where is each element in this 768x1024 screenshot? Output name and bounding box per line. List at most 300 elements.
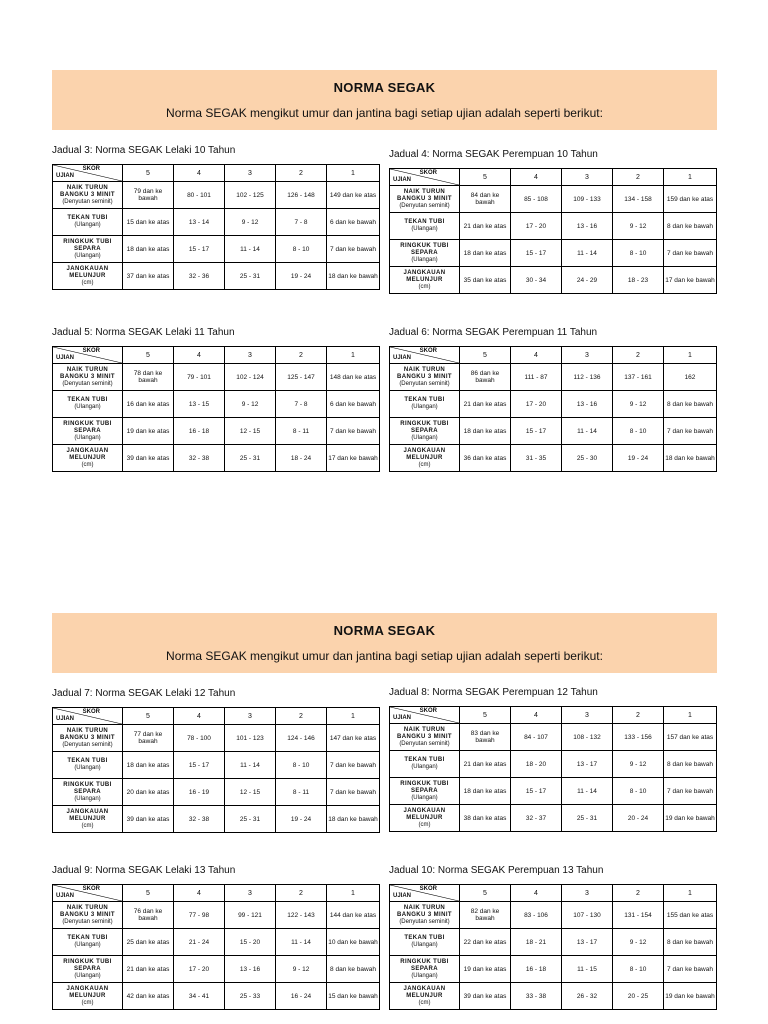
norm-cell: 7 dan ke bawah [664,418,717,445]
score-header: 2 [276,885,327,902]
score-header: 3 [225,708,276,725]
norm-cell: 133 - 156 [613,724,664,751]
norm-cell: 99 - 121 [225,902,276,929]
norm-cell: 19 dan ke bawah [664,983,717,1010]
norm-cell: 131 - 154 [613,902,664,929]
norm-cell: 13 - 16 [225,956,276,983]
test-name-cell [390,418,460,445]
score-header: 1 [664,347,717,364]
test-name-cell [390,213,460,240]
norm-cell: 24 - 29 [562,267,613,294]
score-header: 5 [123,347,174,364]
table-row [53,209,380,236]
score-header: 4 [174,885,225,902]
test-name-cell [390,445,460,472]
score-header: 4 [174,708,225,725]
norm-cell: 76 dan ke bawah [123,902,174,929]
skor-ujian-header [53,165,123,182]
norm-cell: 35 dan ke atas [460,267,511,294]
norm-cell: 8 dan ke bawah [664,751,717,778]
norm-cell: 18 dan ke bawah [327,263,380,290]
skor-label: SKOR [419,886,437,892]
norm-cell: 101 - 123 [225,725,276,752]
norm-cell: 17 - 20 [174,956,225,983]
norm-cell: 144 dan ke atas [327,902,380,929]
norma-table [389,168,717,294]
norm-cell: 26 - 32 [562,983,613,1010]
norm-cell: 16 - 18 [511,956,562,983]
score-header: 4 [511,347,562,364]
table-row [390,445,717,472]
norm-cell: 11 - 15 [562,956,613,983]
table-row [53,806,380,833]
norm-cell: 7 dan ke bawah [664,778,717,805]
header-row [390,347,717,364]
test-name-cell [53,725,123,752]
score-header: 5 [460,707,511,724]
test-unit: (Denyutan seminit) [62,380,113,387]
score-header: 1 [664,885,717,902]
norm-cell: 8 dan ke bawah [664,391,717,418]
norm-cell: 12 - 15 [225,418,276,445]
norm-cell: 8 - 11 [276,779,327,806]
test-unit: (Denyutan seminit) [62,918,113,925]
norm-cell: 108 - 132 [562,724,613,751]
norm-cell: 102 - 124 [225,364,276,391]
ujian-label: UJIAN [393,715,412,721]
norm-cell: 155 dan ke atas [664,902,717,929]
test-unit: (Denyutan seminit) [399,202,450,209]
score-header: 2 [276,708,327,725]
table-row [53,752,380,779]
norm-cell: 32 - 37 [511,805,562,832]
norm-cell: 111 - 87 [511,364,562,391]
table-caption: Jadual 8: Norma SEGAK Perempuan 12 Tahun [389,687,598,698]
norm-cell: 11 - 14 [225,236,276,263]
score-header: 1 [327,708,380,725]
test-name-cell [53,418,123,445]
table-caption: Jadual 3: Norma SEGAK Lelaki 10 Tahun [52,145,236,156]
norm-cell: 13 - 14 [174,209,225,236]
test-name-cell [390,364,460,391]
skor-label: SKOR [419,708,437,714]
score-header: 2 [613,707,664,724]
table-row [53,779,380,806]
table-row [53,983,380,1010]
skor-ujian-header [390,885,460,902]
skor-ujian-header [53,885,123,902]
norm-cell: 18 dan ke atas [460,240,511,267]
test-name-cell [390,929,460,956]
table-row [390,983,717,1010]
norm-cell: 77 dan ke bawah [123,725,174,752]
norm-cell: 18 - 24 [276,445,327,472]
norm-cell: 16 - 19 [174,779,225,806]
test-unit: (cm) [81,999,94,1006]
norm-cell: 19 - 24 [613,445,664,472]
skor-ujian-header [390,707,460,724]
norm-cell: 20 - 25 [613,983,664,1010]
test-name-cell [390,391,460,418]
test-name-cell [53,806,123,833]
norm-cell: 18 - 21 [511,929,562,956]
table-row [390,751,717,778]
score-header: 1 [664,169,717,186]
norm-cell: 11 - 14 [562,240,613,267]
norm-cell: 17 - 20 [511,391,562,418]
norm-cell: 157 dan ke atas [664,724,717,751]
test-unit: (Ulangan) [74,942,101,948]
norm-cell: 15 dan ke bawah [327,983,380,1010]
test-unit: (Ulangan) [411,226,438,232]
norm-cell: 137 - 161 [613,364,664,391]
norm-cell: 17 - 20 [511,213,562,240]
test-name: TEKAN TUBI [67,397,108,403]
section-banner-1 [52,70,717,130]
norm-cell: 13 - 15 [174,391,225,418]
score-header: 4 [511,169,562,186]
norm-cell: 122 - 143 [276,902,327,929]
table-row [390,267,717,294]
norm-cell: 13 - 17 [562,751,613,778]
test-unit: (Ulangan) [74,222,101,228]
test-unit: (cm) [418,283,431,290]
test-name-cell [53,391,123,418]
norm-cell: 7 dan ke bawah [327,752,380,779]
test-name: JANGKAUAN MELUNJUR [403,269,446,283]
test-name: NAIK TURUN BANGKU 3 MINIT [60,904,115,918]
test-unit: (cm) [418,999,431,1006]
norm-cell: 7 dan ke bawah [327,236,380,263]
table-row [53,902,380,929]
norm-cell: 16 - 18 [174,418,225,445]
table-row [53,236,380,263]
score-header: 1 [664,707,717,724]
norm-cell: 25 dan ke atas [123,929,174,956]
skor-label: SKOR [82,166,100,172]
norm-cell: 78 - 100 [174,725,225,752]
norm-cell: 18 dan ke atas [123,236,174,263]
test-name-cell [53,752,123,779]
norm-cell: 8 - 10 [613,778,664,805]
score-header: 3 [225,347,276,364]
norm-cell: 102 - 125 [225,182,276,209]
table-row [390,418,717,445]
test-unit: (Ulangan) [411,942,438,948]
score-header: 3 [562,169,613,186]
norm-cell: 22 dan ke atas [460,929,511,956]
norm-cell: 19 dan ke atas [460,956,511,983]
test-name: JANGKAUAN MELUNJUR [66,447,109,461]
table-row [390,364,717,391]
test-name-cell [390,751,460,778]
norm-cell: 79 dan ke bawah [123,182,174,209]
norm-cell: 80 - 101 [174,182,225,209]
norma-table [52,884,380,1010]
header-row [53,165,380,182]
norm-cell: 85 - 108 [511,186,562,213]
test-name: TEKAN TUBI [67,935,108,941]
table-row [53,929,380,956]
norm-cell: 17 dan ke bawah [664,267,717,294]
norm-cell: 112 - 136 [562,364,613,391]
header-row [390,885,717,902]
test-name-cell [390,267,460,294]
norm-cell: 9 - 12 [613,391,664,418]
test-name: RINGKUK TUBI SEPARA [400,242,449,256]
norm-cell: 39 dan ke atas [123,806,174,833]
norm-cell: 134 - 158 [613,186,664,213]
score-header: 5 [460,885,511,902]
norm-cell: 149 dan ke atas [327,182,380,209]
norm-cell: 21 dan ke atas [460,391,511,418]
table-row [53,391,380,418]
norm-cell: 83 dan ke bawah [460,724,511,751]
score-header: 4 [174,347,225,364]
test-name: JANGKAUAN MELUNJUR [403,807,446,821]
norm-cell: 8 - 10 [613,956,664,983]
norm-cell: 7 dan ke bawah [664,240,717,267]
test-name-cell [53,182,123,209]
norm-cell: 18 dan ke atas [460,778,511,805]
score-header: 1 [327,885,380,902]
norm-cell: 15 - 17 [511,418,562,445]
test-name-cell [53,983,123,1010]
header-row [390,169,717,186]
table-row [390,213,717,240]
score-header: 3 [562,885,613,902]
header-row [390,707,717,724]
test-name: TEKAN TUBI [67,758,108,764]
section-subtitle: Norma SEGAK mengikut umur dan jantina bagi setiap ujian adalah seperti berikut: [166,106,603,120]
norm-cell: 9 - 12 [225,391,276,418]
score-header: 1 [327,165,380,182]
norm-cell: 84 dan ke bawah [460,186,511,213]
table-caption: Jadual 6: Norma SEGAK Perempuan 11 Tahun [389,327,598,338]
norm-cell: 34 - 41 [174,983,225,1010]
norm-cell: 79 - 101 [174,364,225,391]
test-name-cell [390,724,460,751]
table-caption: Jadual 7: Norma SEGAK Lelaki 12 Tahun [52,688,236,699]
skor-label: SKOR [419,348,437,354]
skor-label: SKOR [82,709,100,715]
test-unit: (Ulangan) [411,972,438,979]
norm-cell: 38 dan ke atas [460,805,511,832]
test-name: TEKAN TUBI [404,935,445,941]
norm-cell: 11 - 14 [562,778,613,805]
test-name-cell [390,805,460,832]
table-row [390,929,717,956]
test-name-cell [390,778,460,805]
test-unit: (cm) [81,279,94,286]
header-row [53,885,380,902]
norm-cell: 7 - 8 [276,391,327,418]
test-name: NAIK TURUN BANGKU 3 MINIT [397,366,452,380]
norm-cell: 84 - 107 [511,724,562,751]
section-title: NORMA SEGAK [333,80,436,95]
norm-cell: 21 - 24 [174,929,225,956]
score-header: 5 [460,347,511,364]
norm-cell: 18 dan ke atas [123,752,174,779]
table-row [53,182,380,209]
score-header: 4 [174,165,225,182]
score-header: 5 [460,169,511,186]
test-name: NAIK TURUN BANGKU 3 MINIT [60,366,115,380]
section-banner-2 [52,613,717,673]
table-row [390,902,717,929]
norm-cell: 15 - 17 [174,236,225,263]
norm-cell: 8 dan ke bawah [327,956,380,983]
norm-cell: 126 - 148 [276,182,327,209]
test-name: TEKAN TUBI [404,397,445,403]
test-name-cell [53,445,123,472]
norm-cell: 125 - 147 [276,364,327,391]
norm-cell: 25 - 31 [562,805,613,832]
ujian-label: UJIAN [56,893,75,899]
ujian-label: UJIAN [56,173,75,179]
score-header: 2 [613,885,664,902]
score-header: 3 [225,165,276,182]
test-unit: (Denyutan seminit) [399,918,450,925]
norm-cell: 13 - 16 [562,391,613,418]
norm-cell: 25 - 33 [225,983,276,1010]
norm-cell: 9 - 12 [276,956,327,983]
norm-cell: 16 - 24 [276,983,327,1010]
test-name: NAIK TURUN BANGKU 3 MINIT [60,727,115,741]
table-row [390,186,717,213]
norm-cell: 20 dan ke atas [123,779,174,806]
test-unit: (Ulangan) [411,794,438,801]
norm-cell: 11 - 14 [225,752,276,779]
test-unit: (Ulangan) [411,434,438,441]
norm-cell: 31 - 35 [511,445,562,472]
norm-cell: 18 - 23 [613,267,664,294]
test-name: RINGKUK TUBI SEPARA [63,420,112,434]
score-header: 2 [613,169,664,186]
test-name: JANGKAUAN MELUNJUR [403,447,446,461]
norm-cell: 18 - 20 [511,751,562,778]
test-unit: (Ulangan) [74,765,101,771]
skor-ujian-header [53,708,123,725]
norm-cell: 147 dan ke atas [327,725,380,752]
test-unit: (Ulangan) [74,795,101,802]
score-header: 3 [225,885,276,902]
test-name-cell [53,209,123,236]
norm-cell: 33 - 38 [511,983,562,1010]
test-unit: (Ulangan) [74,404,101,410]
norm-cell: 6 dan ke bawah [327,391,380,418]
norm-cell: 19 - 24 [276,263,327,290]
skor-label: SKOR [419,170,437,176]
norm-cell: 8 - 10 [613,418,664,445]
table-row [390,724,717,751]
norm-cell: 39 dan ke atas [460,983,511,1010]
score-header: 3 [562,347,613,364]
norm-cell: 7 dan ke bawah [327,779,380,806]
test-unit: (Ulangan) [411,764,438,770]
norm-cell: 21 dan ke atas [123,956,174,983]
norm-cell: 7 - 8 [276,209,327,236]
score-header: 2 [276,165,327,182]
test-name-cell [390,186,460,213]
norma-table [389,346,717,472]
norm-cell: 8 - 10 [276,236,327,263]
test-name: RINGKUK TUBI SEPARA [400,958,449,972]
norm-cell: 13 - 17 [562,929,613,956]
test-name-cell [390,902,460,929]
norm-cell: 148 dan ke atas [327,364,380,391]
norma-table [52,707,380,833]
table-row [53,418,380,445]
norm-cell: 8 dan ke bawah [664,213,717,240]
norm-cell: 7 dan ke bawah [327,418,380,445]
norm-cell: 42 dan ke atas [123,983,174,1010]
score-header: 2 [276,347,327,364]
skor-ujian-header [53,347,123,364]
test-unit: (Denyutan seminit) [62,741,113,748]
norm-cell: 30 - 34 [511,267,562,294]
test-name: NAIK TURUN BANGKU 3 MINIT [397,726,452,740]
norm-cell: 7 dan ke bawah [664,956,717,983]
test-name: RINGKUK TUBI SEPARA [400,780,449,794]
norm-cell: 78 dan ke bawah [123,364,174,391]
norm-cell: 10 dan ke bawah [327,929,380,956]
skor-ujian-header [390,347,460,364]
header-row [53,708,380,725]
table-caption: Jadual 5: Norma SEGAK Lelaki 11 Tahun [52,327,235,338]
norm-cell: 25 - 31 [225,263,276,290]
test-name: JANGKAUAN MELUNJUR [403,985,446,999]
table-row [53,956,380,983]
test-name: JANGKAUAN MELUNJUR [66,985,109,999]
norm-cell: 8 dan ke bawah [664,929,717,956]
table-row [53,263,380,290]
test-name: RINGKUK TUBI SEPARA [63,958,112,972]
norm-cell: 20 - 24 [613,805,664,832]
test-name: JANGKAUAN MELUNJUR [66,808,109,822]
norm-cell: 16 dan ke atas [123,391,174,418]
norm-cell: 8 - 11 [276,418,327,445]
norm-cell: 124 - 146 [276,725,327,752]
norm-cell: 18 dan ke bawah [327,806,380,833]
score-header: 4 [511,885,562,902]
norm-cell: 9 - 12 [225,209,276,236]
table-row [390,805,717,832]
norm-cell: 12 - 15 [225,779,276,806]
test-name-cell [53,236,123,263]
section-title: NORMA SEGAK [333,623,436,638]
test-name-cell [53,929,123,956]
norm-cell: 15 - 17 [511,778,562,805]
skor-ujian-header [390,169,460,186]
norma-table [389,884,717,1010]
norm-cell: 8 - 10 [613,240,664,267]
norm-cell: 6 dan ke bawah [327,209,380,236]
norm-cell: 18 dan ke atas [460,418,511,445]
test-unit: (cm) [81,461,94,468]
test-unit: (Ulangan) [411,256,438,263]
norm-cell: 32 - 38 [174,806,225,833]
test-unit: (Denyutan seminit) [399,380,450,387]
test-name: NAIK TURUN BANGKU 3 MINIT [60,184,115,198]
ujian-label: UJIAN [393,177,412,183]
ujian-label: UJIAN [56,355,75,361]
norm-cell: 82 dan ke bawah [460,902,511,929]
norm-cell: 77 - 98 [174,902,225,929]
norm-cell: 32 - 36 [174,263,225,290]
norm-cell: 109 - 133 [562,186,613,213]
table-row [390,391,717,418]
